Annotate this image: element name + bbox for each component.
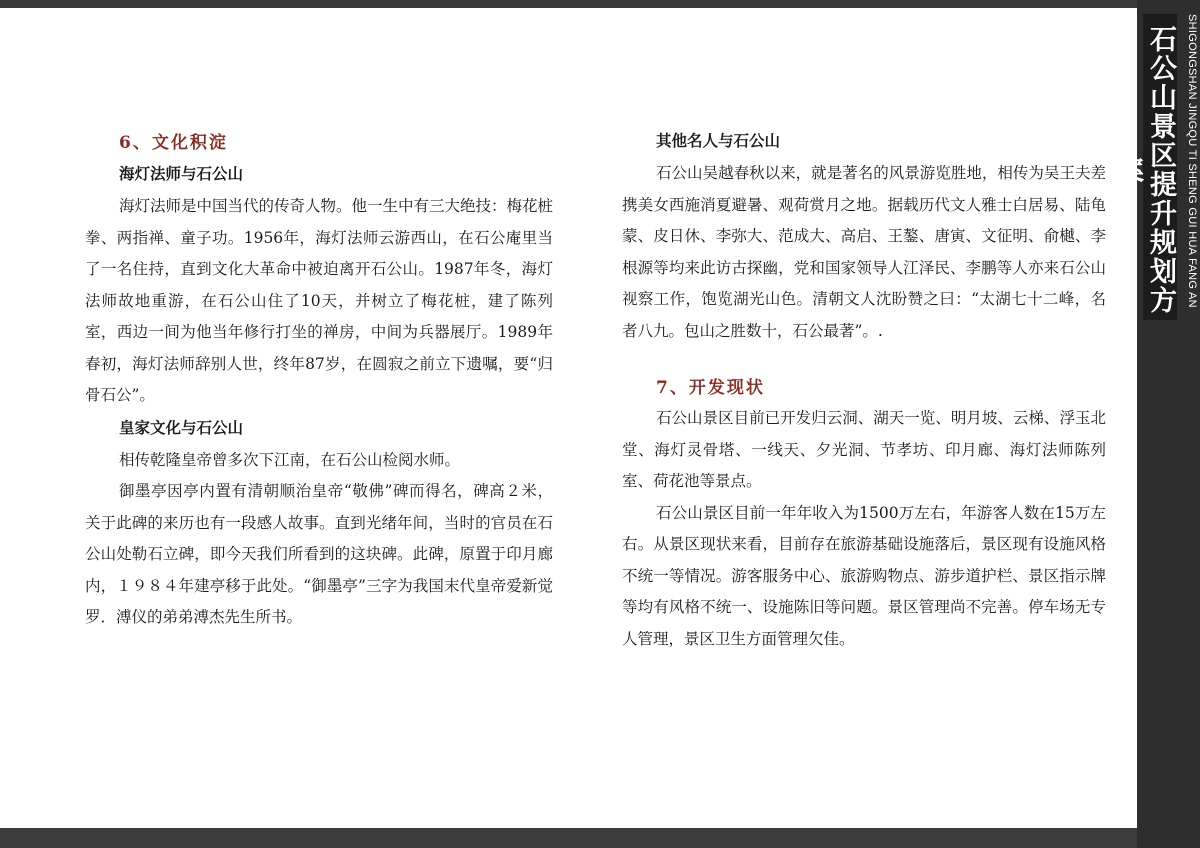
right-column	[622, 125, 1106, 655]
paragraph-status-2: 石公山景区目前一年年收入为1500万左右，年游客人数在15万左右。从景区现状来看，目前存在旅游基础设施落后，景区现有设施风格不统一等情况。游客服务中心、旅游购物点、游步道护栏、景区指示牌等均有风格不统一、设施陈旧等问题。景区管理尚不完善。停车场无专人管理，景区卫生方面管理欠佳。	[622, 503, 1106, 648]
left-column	[85, 128, 553, 634]
subheading-haideng: 海灯法师与石公山	[119, 165, 244, 183]
paragraph-royal-2: 御墨亭因亭内置有清朝顺治皇帝“敬佛”碑而得名，碑高２米，关于此碑的来历也有一段感人故事。直到光绪年间，当时的官员在石公山处勒石立碑，即今天我们所看到的这块碑。此碑，原置于印月廊内，１９８４年建亭移于此处。“御墨亭”三字为我国末代皇帝爱新觉罗．溥仪的弟弟溥杰先生所书。	[85, 482, 553, 626]
section-heading-6: 6、文化积淀	[119, 133, 228, 153]
spacer	[622, 347, 1106, 373]
section-heading-7: 7、开发现状	[656, 378, 765, 398]
page-bottom-edge	[0, 828, 1200, 848]
vertical-subtitle: SHIGONGSHAN JINGQU TI SHENG GUI HUA FANG AN	[1186, 14, 1198, 308]
paragraph-status-1: 石公山景区目前已开发归云洞、湖天一览、明月坡、云梯、浮玉北堂、海灯灵骨塔、一线天、夕光洞、节孝坊、印月廊、海灯法师陈列室、荷花池等景点。	[622, 409, 1106, 490]
vertical-title: 石公山景区提升规划方案	[1143, 14, 1177, 320]
subheading-celebrities: 其他名人与石公山	[656, 132, 781, 150]
paragraph-haideng: 海灯法师是中国当代的传奇人物。他一生中有三大绝技：梅花桩拳、两指禅、童子功。1956年，海灯法师云游西山，在石公庵里当了一名住持，直到文化大革命中被迫离开石公山。1987年冬，海灯法师故地重游，在石公山住了10天，并树立了梅花桩，建了陈列室，西边一间为他当年修行打坐的禅房，中间为兵器展厅。1989年春初，海灯法师辞别人世，终年87岁，在圆寂之前立下遗嘱，要“归骨石公”。	[85, 197, 554, 404]
paragraph-celebrities: 石公山吴越春秋以来，就是著名的风景游览胜地，相传为吴王夫差携美女西施消夏避暑、观荷赏月之地。据载历代文人雅士白居易、陆龟蒙、皮日休、李弥大、范成大、高启、王鏊、唐寅、文征明、俞樾、李根源等均来此访古探幽，党和国家领导人江泽民、李鹏等人亦来石公山视察工作，饱览湖光山色。清朝文人沈盼赞之曰：“太湖七十二峰，名者八九。包山之胜数十，石公最著”。.	[622, 164, 1106, 340]
paragraph-royal-1: 相传乾隆皇帝曾多次下江南，在石公山检阅水师。	[119, 450, 461, 469]
subheading-royal: 皇家文化与石公山	[119, 418, 244, 437]
